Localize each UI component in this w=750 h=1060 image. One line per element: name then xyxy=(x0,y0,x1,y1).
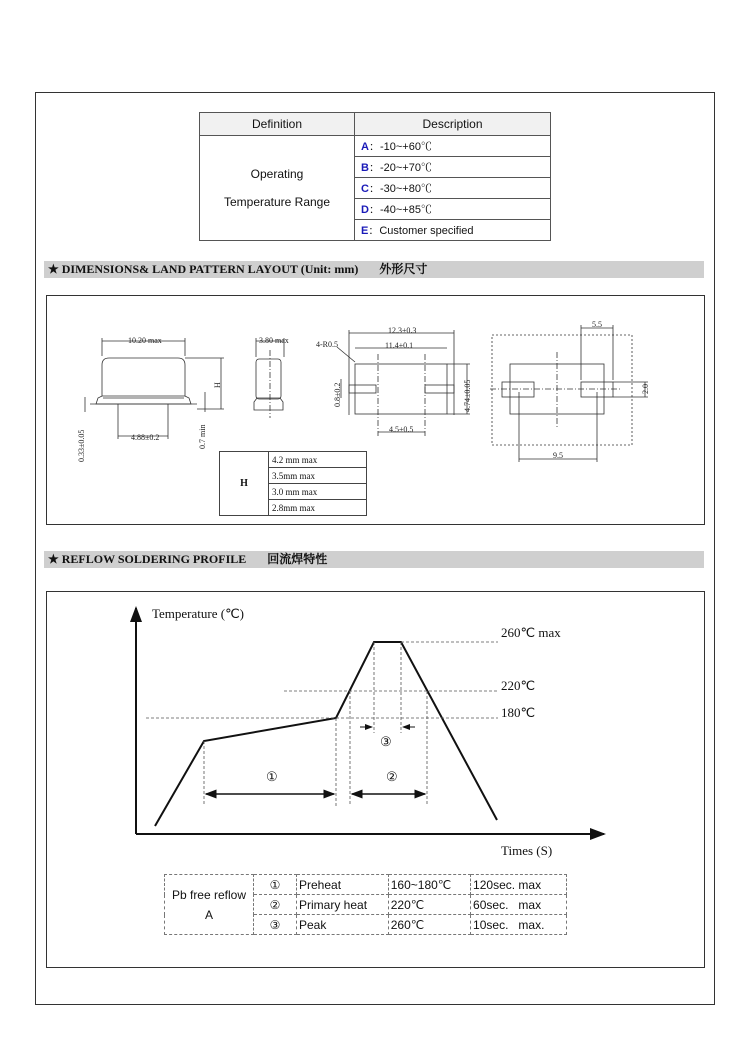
level-260: 260℃ max xyxy=(501,625,561,640)
stage-temp: 260℃ xyxy=(388,915,470,935)
option-sep: ： xyxy=(368,204,380,216)
option-value: -30~+80℃ xyxy=(379,183,432,195)
dim-end-width: 3.80 max xyxy=(259,336,289,345)
zone-1-label: ① xyxy=(266,769,278,784)
level-220: 220℃ xyxy=(501,678,536,693)
definition-line2: Temperature Range xyxy=(223,195,331,209)
y-axis-label: Temperature (℃) xyxy=(152,606,245,621)
zone-3-label: ③ xyxy=(380,734,392,749)
option-value: -20~+70℃ xyxy=(379,162,432,174)
option-sep: ： xyxy=(368,141,380,153)
section-title-cn: 回流焊特性 xyxy=(267,552,328,566)
profile-curve xyxy=(155,642,497,826)
dim-overall: 12.3±0.3 xyxy=(388,326,417,335)
x-axis-label: Times (S) xyxy=(501,843,553,858)
land-pad-pitch: 9.5 xyxy=(553,451,563,460)
land-pad-width: 2.0 xyxy=(641,384,650,394)
definition-line1: Operating xyxy=(250,167,304,181)
option-key: C xyxy=(361,183,369,195)
stage-name: Preheat xyxy=(297,875,389,895)
option-key: E xyxy=(361,225,369,237)
h-value: 3.5mm max xyxy=(269,468,367,484)
h-value: 3.0 mm max xyxy=(269,484,367,500)
star-icon: ★ xyxy=(48,552,59,566)
section-title: DIMENSIONS& LAND PATTERN LAYOUT (Unit: mm) xyxy=(61,262,359,276)
reflow-type-cell xyxy=(165,875,254,935)
stage-temp: 160~180℃ xyxy=(388,875,470,895)
star-icon: ★ xyxy=(48,262,59,276)
dim-depth: 4.74±0.05 xyxy=(463,379,472,412)
height-options-table xyxy=(219,451,367,516)
option-value: -40~+85℃ xyxy=(379,204,432,216)
option-sep: ： xyxy=(368,162,380,174)
stage-temp: 220℃ xyxy=(388,895,470,915)
zone-2-label: ② xyxy=(386,769,398,784)
reflow-type-line2: A xyxy=(204,907,213,922)
option-sep: ： xyxy=(368,183,380,195)
land-pad-length: 5.5 xyxy=(592,320,602,329)
stage-name: Primary heat xyxy=(297,895,389,915)
stage-number: ① xyxy=(254,875,297,895)
stage-number: ② xyxy=(254,895,297,915)
header-description: Description xyxy=(355,113,551,136)
dim-standoff: 0.7 min xyxy=(198,424,207,449)
option-key: A xyxy=(361,141,369,153)
stage-time: 10sec. max. xyxy=(471,915,567,935)
dim-height: H xyxy=(213,382,222,388)
option-sep: ： xyxy=(368,225,380,237)
section-header-reflow xyxy=(44,551,704,568)
reflow-profile-chart xyxy=(0,590,750,870)
section-title: REFLOW SOLDERING PROFILE xyxy=(61,552,247,566)
reflow-conditions-table xyxy=(164,874,567,935)
header-definition: Definition xyxy=(200,113,355,136)
stage-time: 120sec. max xyxy=(471,875,567,895)
dim-lead-thickness: 0.33±0.05 xyxy=(77,429,86,462)
dim-pitch: 4.5±0.5 xyxy=(389,425,414,434)
stage-time: 60sec. max xyxy=(471,895,567,915)
option-value: -10~+60℃ xyxy=(379,141,432,153)
section-title-cn: 外形尺寸 xyxy=(379,262,428,276)
reflow-type-line1: Pb free reflow xyxy=(171,887,247,902)
dim-lead-width: 0.8±0.2 xyxy=(333,382,342,407)
dim-body: 11.4±0.1 xyxy=(385,341,414,350)
stage-name: Peak xyxy=(297,915,389,935)
side-body xyxy=(102,358,185,396)
h-value: 2.8mm max xyxy=(269,500,367,516)
option-value: Customer specified xyxy=(379,225,474,237)
stage-number: ③ xyxy=(254,915,297,935)
dim-pad-span: 4.88±0.2 xyxy=(131,433,160,442)
dim-width: 10.20 max xyxy=(128,336,162,345)
h-label: H xyxy=(220,452,269,516)
option-key: D xyxy=(361,204,369,216)
option-key: B xyxy=(361,162,369,174)
dim-radius: 4-R0.5 xyxy=(316,340,338,349)
level-180: 180℃ xyxy=(501,705,536,720)
h-value: 4.2 mm max xyxy=(269,452,367,468)
